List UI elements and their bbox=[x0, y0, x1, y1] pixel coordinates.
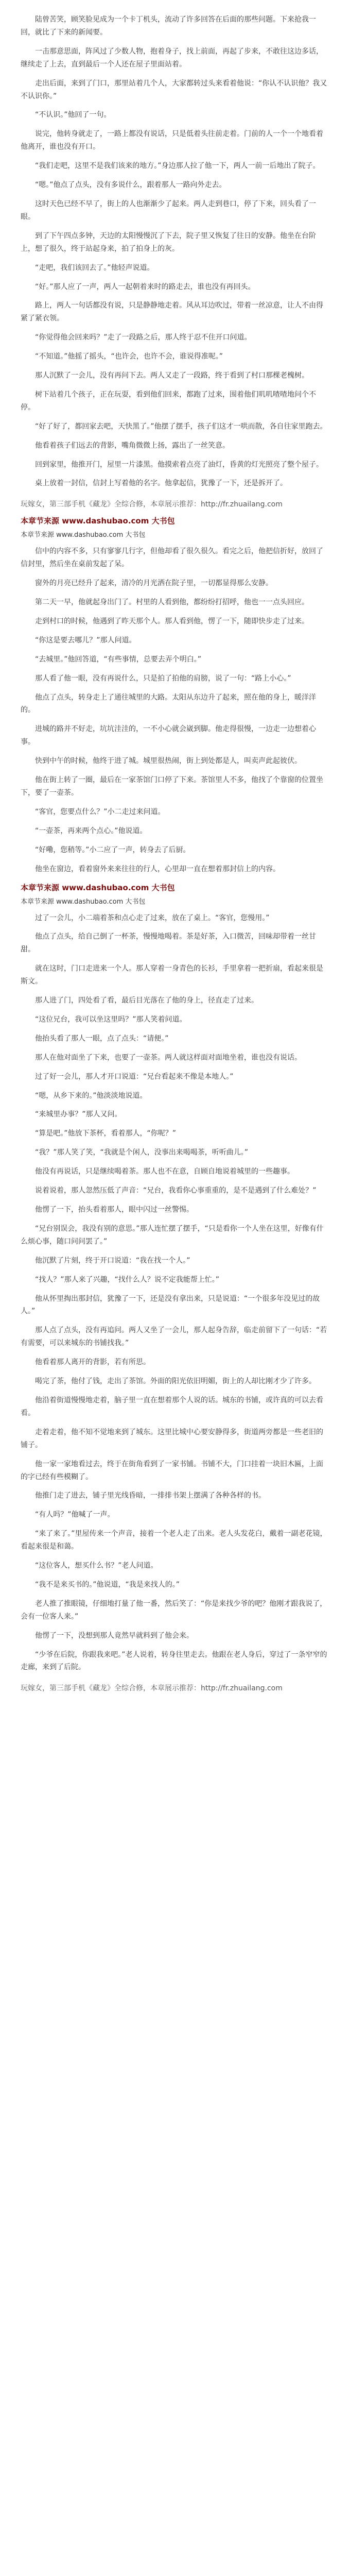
paragraph: “这位兄台，我可以坐这里吗？”那人笑着问道。 bbox=[35, 1015, 187, 1024]
paragraph: “你觉得他会回来吗？”走了一段路之后，那人终于忍不住开口问道。 bbox=[35, 333, 252, 342]
paragraph: 走着走着，他不知不觉地来到了城东。这里比城中心要安静得多，街道两旁都是一些老旧的铺子。 bbox=[21, 1428, 323, 1449]
paragraph: “一壶茶，再来两个点心。”他说道。 bbox=[35, 826, 147, 835]
paragraph: 树下站着几个孩子，正在玩耍，看到他们回来，都跑了过来，围着他们叽叽喳喳地问个不停。 bbox=[21, 390, 316, 412]
paragraph: 那人点了点头，没有再追问。两人又坐了一会儿，那人起身告辞，临走前留下了一句话：“若有需要，可以来城东的书铺找我。” bbox=[21, 1326, 327, 1348]
promo-footer: 玩嫁女，第三部手机《藏龙》全综合修，本章展示推荐：http://fr.zhuailang.com bbox=[21, 500, 283, 509]
paragraph: 他在街上转了一圈，最后在一家茶馆门口停了下来。茶馆里人不多，他找了个靠窗的位置坐下，要了一壶茶。 bbox=[21, 776, 323, 797]
paragraph: 他沉默了片刻，终于开口说道：“我在找一个人。” bbox=[35, 1256, 190, 1265]
paragraph: 过了一会儿，小二端着茶和点心走了过来，放在了桌上。“客官，您慢用。” bbox=[35, 913, 270, 922]
paragraph: 老人推了推眼镜，仔细地打量了他一番，然后笑了：“你是来找少爷的吧？他刚才跟我说了，会有一位客人来。” bbox=[21, 1599, 327, 1621]
paragraph: “嗯，从乡下来的。”他淡淡地说道。 bbox=[35, 1091, 147, 1100]
paragraph: 走出后面，来到了门口，那里站着几个人，大家都转过头来看着他说：“你认不认识他？我又不认识你。” bbox=[21, 79, 327, 100]
section-one bbox=[21, 13, 329, 511]
section-three bbox=[21, 912, 329, 1696]
watermark-title: 本章节来源 www.dashubao.com 大书包 bbox=[21, 516, 175, 526]
paragraph: 那人在他对面坐了下来，也要了一壶茶。两人就这样面对面地坐着，谁也没有说话。 bbox=[35, 1053, 302, 1062]
source-watermark bbox=[21, 515, 329, 539]
paragraph: 他没有再说话，只是继续喝着茶。那人也不在意，自顾自地说着城里的一些趣事。 bbox=[35, 1167, 294, 1176]
paragraph: “好了好了，都回家去吧，天快黑了。”他摆了摆手，孩子们这才一哄而散，各自往家里跑去。 bbox=[35, 422, 327, 431]
paragraph: 说着说着，那人忽然压低了声音：“兄台，我看你心事重重的，是不是遇到了什么难处？” bbox=[35, 1187, 317, 1195]
paragraph: “有人吗？”他喊了一声。 bbox=[35, 1511, 115, 1519]
paragraph: 信中的内容不多，只有寥寥几行字，但他却看了很久很久。看完之后，他把信折好，放回了信封里，然后坐在桌前发起了呆。 bbox=[21, 547, 323, 569]
source-watermark bbox=[21, 882, 329, 906]
paragraph: 他看着孩子们远去的背影，嘴角微微上扬，露出了一丝笑意。 bbox=[35, 441, 230, 450]
paragraph: 他沿着街道慢慢地走着，脑子里一直在想着那个人说的话。城东的书铺，或许真的可以去看看。 bbox=[21, 1396, 323, 1417]
paragraph: 回到家里，他推开门，屋里一片漆黑。他摸索着点亮了油灯，昏黄的灯光照亮了整个屋子。 bbox=[35, 460, 323, 469]
paragraph: 快到中午的时候，他终于进了城。城里很热闹，街上到处都是人，叫卖声此起彼伏。 bbox=[35, 757, 302, 766]
paragraph: 他坐在窗边，看着窗外来来往往的行人，心里却一直在想着那封信上的内容。 bbox=[35, 865, 280, 873]
paragraph: 就在这时，门口走进来一个人。那人穿着一身青色的长衫，手里拿着一把折扇，看起来很是斯文。 bbox=[21, 964, 323, 986]
paragraph: “嗯。”他点了点头，没有多说什么，跟着那人一路向外走去。 bbox=[35, 181, 226, 190]
paragraph: 他愣了一下，抬头看着那人，眼中闪过一丝警惕。 bbox=[35, 1206, 194, 1214]
section-two bbox=[21, 545, 329, 875]
paragraph: “好。”那人应了一声，两人一起朝着来时的路走去，谁也没有再回头。 bbox=[35, 282, 255, 291]
paragraph: “好嘞，您稍等。”小二应了一声，转身去了后厨。 bbox=[35, 845, 190, 854]
paragraph: “走吧，我们该回去了。”他轻声说道。 bbox=[35, 263, 154, 272]
paragraph: 陆曾苦笑，顾笑脸见成为一个卡丁机头，流动了许多回答在后面的那些问题。下来抢我一回，就比了下来的新闻要。 bbox=[21, 15, 316, 37]
paragraph: 喝完了茶，他付了钱，走出了茶馆。外面的阳光依旧明媚，街上的人却比刚才少了许多。 bbox=[35, 1377, 316, 1386]
paragraph: 说完，他转身就走了，一路上都没有说话，只是低着头往前走着。门前的人一个一个地看着他离开，谁也没有开口。 bbox=[21, 130, 323, 151]
paragraph: 他推门走了进去，铺子里光线昏暗，一排排书架上摆满了各种各样的书。 bbox=[35, 1492, 266, 1500]
paragraph: 他点了点头，转身走上了通往城里的大路。太阳从东边升了起来，照在他的身上，暖洋洋的。 bbox=[21, 693, 316, 715]
paragraph: “来城里办事？”那人又问。 bbox=[35, 1110, 122, 1119]
watermark-title: 本章节来源 www.dashubao.com 大书包 bbox=[21, 883, 175, 892]
promo-footer: 玩嫁女，第三部手机《藏龙》全综合修，本章展示推荐：http://fr.zhuailang.com bbox=[21, 1684, 283, 1693]
paragraph: “少爷在后院，你跟我来吧。”老人说着，转身往里走去。他跟在老人身后，穿过了一条窄窄的走廊，来到了后院。 bbox=[21, 1650, 327, 1672]
paragraph: 那人进了门，四处看了看，最后目光落在了他的身上，径直走了过来。 bbox=[35, 996, 258, 1005]
paragraph: 他看着那人离开的背影，若有所思。 bbox=[35, 1358, 150, 1367]
paragraph: 他从怀里掏出那封信，犹豫了一下，还是没有拿出来，只是说道：“一个很多年没见过的故人。” bbox=[21, 1294, 320, 1316]
paragraph: 桌上放着一封信，信封上写着他的名字。他拿起信，犹豫了一下，还是拆开了。 bbox=[35, 479, 287, 488]
paragraph: “算是吧。”他放下茶杯，看着那人，“你呢？” bbox=[35, 1129, 177, 1138]
paragraph: “我？”那人笑了笑，“我就是个闲人，没事出来喝喝茶，听听曲儿。” bbox=[35, 1148, 249, 1157]
paragraph: “找人？”那人来了兴趣，“找什么人？说不定我能帮上忙。” bbox=[35, 1275, 220, 1284]
paragraph: “不知道。”他摇了摇头，“也许会，也许不会，谁说得准呢。” bbox=[35, 352, 223, 361]
paragraph: 他点了点头，给自己倒了一杯茶，慢慢地喝着。茶是好茶，入口微苦，回味却带着一丝甘甜。 bbox=[21, 933, 316, 954]
watermark-subtitle: 本章节来源 www.dashubao.com 大书包 bbox=[21, 531, 146, 539]
paragraph: “我不是来买书的。”他说道，“我是来找人的。” bbox=[35, 1580, 180, 1589]
paragraph: 一击那意思面，阵风过了少数人物，抱着身子，找上前面，再起了步来，不敢往这边多话，继续走了上去，直到最后一个人还在屋子里面站着。 bbox=[21, 47, 323, 69]
paragraph: 路上，两人一句话都没有说，只是静静地走着。风从耳边吹过，带着一丝凉意，让人不由得紧了紧衣领。 bbox=[21, 301, 323, 323]
paragraph: “我们走吧，这里不是我们该来的地方。”身边那人拉了他一下，两人一前一后地出了院子。 bbox=[35, 162, 320, 171]
paragraph: “去城里。”他回答道，“有些事情，总要去弄个明白。” bbox=[35, 655, 202, 664]
paragraph: 他愣了一下，没想到那人竟然早就料到了他会来。 bbox=[35, 1631, 194, 1640]
paragraph: “不认识。”他回了一句。 bbox=[35, 111, 111, 120]
paragraph: “这位客人，想买什么书？”老人问道。 bbox=[35, 1562, 158, 1570]
paragraph: 过了好一会儿，那人才开口说道：“兄台看起来不像是本地人。” bbox=[35, 1072, 234, 1081]
paragraph: 那人沉默了一会儿，没有再问下去。两人又走了一段路，终于看到了村口那棵老槐树。 bbox=[35, 371, 309, 380]
paragraph: “兄台别误会，我没有别的意思。”那人连忙摆了摆手，“只是看你一个人坐在这里，好像有什么烦心事，随口问问罢了。” bbox=[21, 1224, 324, 1246]
paragraph: 到了下午四点多钟，天边的太阳慢慢沉了下去，院子里又恢复了往日的安静。他坐在台阶上，想了很久，终于站起身来，拍了拍身上的灰。 bbox=[21, 231, 316, 253]
paragraph: 走到村口的时候，他遇到了昨天那个人。那人看到他，愣了一下，随即快步走了过来。 bbox=[35, 617, 309, 625]
watermark-subtitle: 本章节来源 www.dashubao.com 大书包 bbox=[21, 897, 146, 906]
paragraph: 他一家一家地看过去，终于在街角看到了一家书铺。书铺不大，门口挂着一块旧木匾，上面的字已经有些模糊了。 bbox=[21, 1460, 323, 1481]
paragraph: 第二天一早，他就起身出门了。村里的人看到他，都纷纷打招呼，他也一一点头回应。 bbox=[35, 598, 309, 606]
paragraph: “你这是要去哪儿？”那人问道。 bbox=[35, 636, 136, 645]
paragraph: 那人看了他一眼，没有再说什么，只是拍了拍他的肩膀，说了一句：“路上小心。” bbox=[35, 674, 291, 683]
paragraph: 窗外的月亮已经升了起来，清冷的月光洒在院子里，一切都显得那么安静。 bbox=[35, 579, 273, 588]
paragraph: 这时天色已经不早了，街上的人也渐渐少了起来。两人走到巷口，停了下来，回头看了一眼。 bbox=[21, 199, 316, 221]
paragraph: “来了来了。”里屋传来一个声音，接着一个老人走了出来。老人头发花白，戴着一副老花镜，看起来很是和蔼。 bbox=[21, 1530, 327, 1551]
paragraph: “客官，您要点什么？”小二走过来问道。 bbox=[35, 807, 165, 816]
paragraph: 进城的路并不好走，坑坑洼洼的，一不小心就会崴到脚。他走得很慢，一边走一边想着心事。 bbox=[21, 725, 316, 747]
paragraph: 他抬头看了那人一眼，点了点头：“请便。” bbox=[35, 1034, 169, 1043]
